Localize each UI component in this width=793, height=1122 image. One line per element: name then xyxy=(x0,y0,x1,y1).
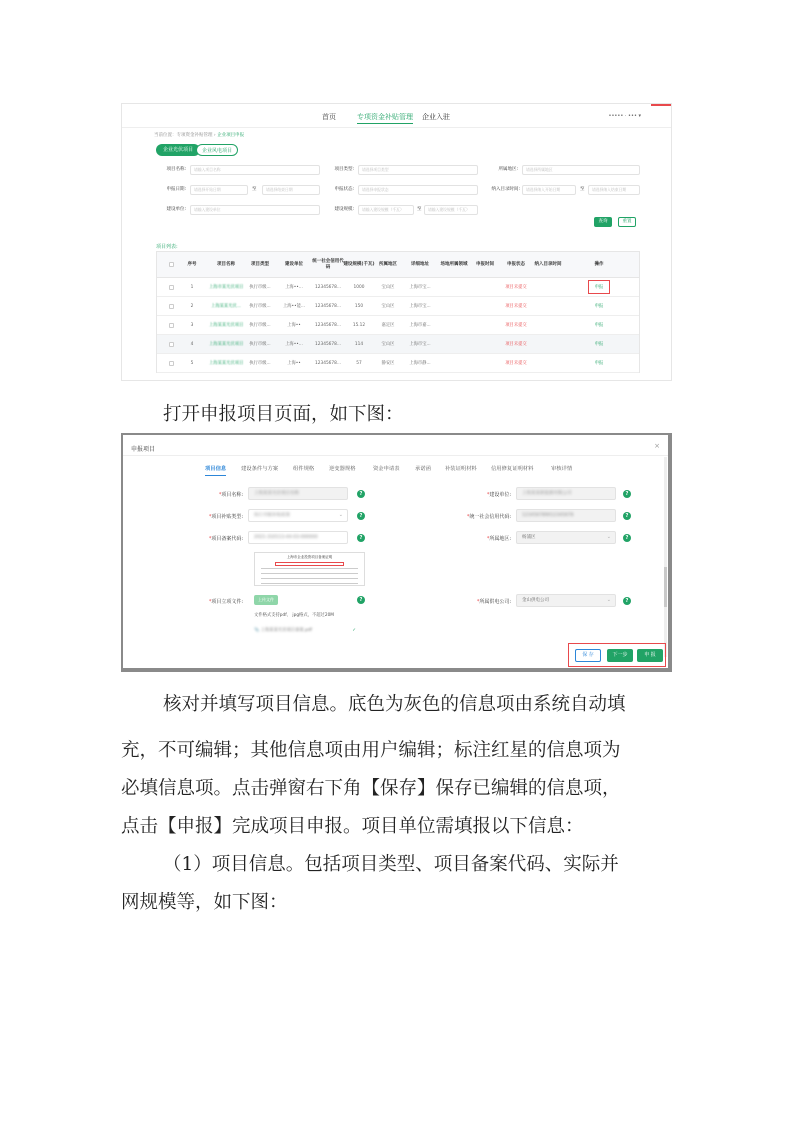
highlight-box xyxy=(588,280,610,294)
paragraph-project-info-line2: 网规模等，如下图： xyxy=(121,892,288,913)
scale-min-input[interactable]: 请输入建设规模（千瓦） xyxy=(358,205,414,215)
cell-credit-code: 12345678... xyxy=(315,342,341,347)
cell-unit: 上海••... xyxy=(285,285,303,290)
breadcrumb-prefix: 当前位置：专项资金补贴管理 › xyxy=(154,133,216,138)
cell-status: 项目未提交 xyxy=(505,361,527,366)
filter-label-project-name: 项目名称: xyxy=(166,167,186,172)
paragraph-project-info-line1: （1）项目信息。包括项目类型、项目备案代码、实际并 xyxy=(163,854,619,875)
file-format-hint: 文件格式支持pdf、 jpg格式，不超过20M xyxy=(254,613,335,618)
col-operation: 操作 xyxy=(594,262,604,267)
table-row xyxy=(157,316,639,335)
filing-code-field[interactable]: 2021-310113-44-03-000000 xyxy=(248,531,348,544)
label-subsidy-type: *项目补贴类型: xyxy=(208,514,243,520)
apply-dialog xyxy=(123,435,668,668)
top-navigation xyxy=(122,104,671,128)
col-site-domain: 场地所属领域 xyxy=(440,262,468,267)
project-list-title: 项目列表: xyxy=(156,244,178,250)
cell-credit-code: 12345678... xyxy=(315,323,341,328)
scale-max-input[interactable]: 请输入建设规模（千瓦） xyxy=(424,205,478,215)
tab-review-details[interactable]: 审核详情 xyxy=(551,466,573,472)
nav-enterprise[interactable]: 企业入驻 xyxy=(422,113,450,121)
query-button[interactable]: 查询 xyxy=(594,217,612,227)
cell-type: 执行市级... xyxy=(249,304,271,309)
cell-region: 宝山区 xyxy=(381,304,395,309)
cell-credit-code: 12345678... xyxy=(315,304,341,309)
cell-unit: 上海•• xyxy=(287,323,301,328)
cell-address: 上海市宝... xyxy=(409,342,431,347)
filter-label-unit: 建设单位: xyxy=(166,207,186,212)
tab-inverter-spec[interactable]: 逆变器规格 xyxy=(329,466,356,472)
cell-region: 宝山区 xyxy=(381,285,395,290)
tab-module-spec[interactable]: 组件规格 xyxy=(293,466,315,472)
apply-dialog-screenshot xyxy=(121,433,672,672)
col-catalog-time: 纳入目录时间 xyxy=(534,262,562,267)
chevron-down-icon: ⌄ xyxy=(606,534,611,540)
cell-name: 上海市某光伏项目 xyxy=(209,285,243,290)
dialog-title: 申报项目 xyxy=(131,446,156,453)
submit-apply-button[interactable]: 申 报 xyxy=(637,649,663,662)
power-company-select[interactable]: 金山供电公司 ⌄ xyxy=(516,594,616,607)
cell-scale: 1000 xyxy=(353,285,365,290)
tab-project-info[interactable]: 项目信息 xyxy=(205,464,226,476)
row-checkbox[interactable] xyxy=(169,361,174,366)
scrollbar-thumb[interactable] xyxy=(664,567,667,607)
user-menu[interactable]: ••••• · ••• ▾ xyxy=(608,113,641,119)
select-all-checkbox[interactable] xyxy=(169,262,174,267)
filter-label-apply-date: 申报日期: xyxy=(166,187,186,192)
cell-no: 3 xyxy=(190,323,194,328)
col-scale: 建设规模(千瓦) xyxy=(343,262,375,267)
check-icon: ✓ xyxy=(352,628,356,633)
project-table xyxy=(156,251,640,373)
cell-address: 上海市宝... xyxy=(409,285,431,290)
doc-highlight xyxy=(275,562,344,566)
apply-status-select[interactable]: 请选择申报状态 xyxy=(358,185,478,195)
tab-build-conditions[interactable]: 建设条件与方案 xyxy=(241,466,279,472)
row-checkbox[interactable] xyxy=(169,285,174,290)
project-type-select[interactable]: 请选择项目类型 xyxy=(358,165,478,175)
apply-link[interactable]: 申报 xyxy=(594,323,604,328)
cell-address: 上海市宝... xyxy=(409,304,431,309)
tab-supplementary-proof[interactable]: 补装证明材料 xyxy=(445,466,477,472)
cell-no: 5 xyxy=(190,361,194,366)
help-icon[interactable]: ? xyxy=(357,490,365,498)
row-checkbox[interactable] xyxy=(169,304,174,309)
help-icon[interactable]: ? xyxy=(623,597,631,605)
credit-code-field: 123456789012345678 xyxy=(516,509,616,522)
nav-subsidy-management[interactable]: 专项资金补贴管理 xyxy=(357,112,413,124)
tab-wind-projects[interactable]: 企业风电项目 xyxy=(196,144,238,156)
cell-credit-code: 12345678... xyxy=(315,361,341,366)
apply-link[interactable]: 申报 xyxy=(594,304,604,309)
construction-unit-field: 上海某某新能源有限公司 xyxy=(516,487,616,500)
filter-label-apply-status: 申报状态: xyxy=(334,187,354,192)
cell-no: 1 xyxy=(190,285,194,290)
cell-unit: 上海••... xyxy=(285,342,303,347)
label-credit-code: *统一社会信用代码: xyxy=(466,514,511,520)
cell-scale: 114 xyxy=(354,342,364,347)
label-region: *所属地区: xyxy=(486,536,511,542)
cell-region: 宝山区 xyxy=(381,342,395,347)
chevron-down-icon: ⌄ xyxy=(606,597,611,603)
col-unit: 建设单位 xyxy=(285,262,303,267)
cell-address: 上海市静... xyxy=(409,361,431,366)
cell-unit: 上海••能... xyxy=(282,304,306,309)
cell-scale: 57 xyxy=(356,361,362,366)
col-apply-status: 申报状态 xyxy=(507,262,525,267)
subsidy-type-select[interactable]: 执行市级补贴政策 ⌄ xyxy=(248,509,348,522)
paragraph-verify-line3: 必填信息项。点击弹窗右下角【保存】保存已编辑的信息项， xyxy=(121,778,621,799)
label-project-name: *项目名称: xyxy=(218,492,243,498)
row-checkbox[interactable] xyxy=(169,342,174,347)
breadcrumb-current[interactable]: 企业项目申报 xyxy=(217,133,245,138)
paragraph-verify-line4: 点击【申报】完成项目申报。项目单位需填报以下信息： xyxy=(121,816,584,837)
label-power-company: *所属供电公司: xyxy=(476,599,511,605)
top-accent-bar xyxy=(651,104,671,106)
apply-link[interactable]: 申报 xyxy=(594,361,604,366)
cell-region: 静安区 xyxy=(381,361,395,366)
cell-status: 项目未提交 xyxy=(505,304,527,309)
cell-status: 项目未提交 xyxy=(505,285,527,290)
cell-type: 执行市级... xyxy=(249,285,271,290)
cell-region: 嘉定区 xyxy=(381,323,395,328)
label-approval-file: *项目立项文件: xyxy=(208,599,243,605)
table-row xyxy=(157,354,639,373)
help-icon[interactable]: ? xyxy=(623,534,631,542)
cell-name: 上海某某光伏... xyxy=(211,304,241,309)
col-name: 项目名称 xyxy=(217,262,235,267)
apply-date-end[interactable]: 请选择结束日期 xyxy=(262,185,320,195)
doc-title: 上海市企业投资项目备案证明 xyxy=(286,555,333,559)
cell-status: 项目未提交 xyxy=(505,342,527,347)
tab-pv-projects[interactable]: 企业光伏项目 xyxy=(156,144,200,156)
breadcrumb xyxy=(154,132,244,138)
table-row xyxy=(157,335,639,354)
upload-button[interactable]: 上传文件 xyxy=(254,595,278,605)
tab-fund-application[interactable]: 资金申请表 xyxy=(373,466,400,472)
table-header xyxy=(157,252,639,278)
cell-credit-code: 12345678... xyxy=(315,285,341,290)
apply-link[interactable]: 申报 xyxy=(594,285,604,290)
cell-type: 执行市级... xyxy=(249,342,271,347)
reset-button[interactable]: 重置 xyxy=(618,217,636,227)
unit-input[interactable]: 请输入建设单位 xyxy=(190,205,320,215)
apply-link[interactable]: 申报 xyxy=(594,342,604,347)
cell-scale: 150 xyxy=(354,304,364,309)
help-icon[interactable]: ? xyxy=(357,534,365,542)
next-step-button[interactable]: 下一步 xyxy=(607,649,633,662)
catalog-date-end[interactable]: 请选择纳入结束日期 xyxy=(588,185,640,195)
cell-scale: 15.12 xyxy=(352,323,366,328)
project-name-input[interactable]: 请输入项目名称 xyxy=(190,165,320,175)
paragraph-verify-line2: 充，不可编辑；其他信息项由用户编辑；标注红星的信息项为 xyxy=(121,740,621,761)
cell-no: 2 xyxy=(190,304,194,309)
tab-commitment[interactable]: 承诺函 xyxy=(415,466,431,472)
date-range-separator: 至 xyxy=(252,187,257,192)
filter-panel xyxy=(156,162,640,238)
scale-range-separator: 至 xyxy=(417,207,422,212)
filter-label-region: 所属地区: xyxy=(498,167,518,172)
filter-label-project-type: 项目类型: xyxy=(334,167,354,172)
help-icon[interactable]: ? xyxy=(623,490,631,498)
project-list-screenshot xyxy=(121,103,672,381)
file-name: 📎 上海某某光伏项目备案.pdf xyxy=(254,628,313,633)
region-select[interactable]: 请选择所属地区 xyxy=(522,165,640,175)
catalog-range-separator: 至 xyxy=(580,187,585,192)
row-checkbox[interactable] xyxy=(169,323,174,328)
apply-date-start[interactable]: 请选择开始日期 xyxy=(190,185,248,195)
col-apply-time: 申报时间 xyxy=(476,262,494,267)
close-icon[interactable]: × xyxy=(654,442,660,450)
label-filing-code: *项目备案代码: xyxy=(208,536,243,542)
tab-credit-repair-proof[interactable]: 信用修复证明材料 xyxy=(491,466,534,472)
cell-type: 执行市级... xyxy=(249,361,271,366)
help-icon[interactable]: ? xyxy=(357,596,365,604)
col-region: 所属地区 xyxy=(379,262,397,267)
dialog-scrollbar[interactable] xyxy=(664,457,667,657)
table-row xyxy=(157,278,639,297)
save-button[interactable]: 保 存 xyxy=(575,649,601,662)
help-icon[interactable]: ? xyxy=(623,512,631,520)
uploaded-file[interactable] xyxy=(254,626,356,636)
nav-home[interactable]: 首页 xyxy=(322,113,336,121)
cell-name: 上海某某光伏项目 xyxy=(209,323,243,328)
dialog-divider xyxy=(123,455,668,456)
approval-document-preview[interactable] xyxy=(254,552,365,586)
cell-no: 4 xyxy=(190,342,194,347)
table-row xyxy=(157,297,639,316)
cell-unit: 上海•• xyxy=(287,361,301,366)
filter-label-scale: 建设规模: xyxy=(334,207,354,212)
cell-type: 执行市级... xyxy=(249,323,271,328)
paragraph-open-page: 打开申报项目页面，如下图： xyxy=(163,404,404,425)
chevron-down-icon: ⌄ xyxy=(338,512,343,518)
col-credit-code: 统一社会信用代码 xyxy=(312,259,344,270)
cell-name: 上海某某光伏项目 xyxy=(209,342,243,347)
paragraph-verify-line1: 核对并填写项目信息。底色为灰色的信息项由系统自动填 xyxy=(163,694,626,715)
cell-name: 上海某某光伏项目 xyxy=(209,361,243,366)
label-construction-unit: *建设单位: xyxy=(486,492,511,498)
cell-status: 项目未提交 xyxy=(505,323,527,328)
catalog-date-start[interactable]: 请选择纳入开始日期 xyxy=(522,185,576,195)
col-type: 项目类型 xyxy=(251,262,269,267)
cell-address: 上海市嘉... xyxy=(409,323,431,328)
help-icon[interactable]: ? xyxy=(357,512,365,520)
col-no: 序号 xyxy=(187,262,197,267)
filter-label-catalog-time: 纳入目录时间: xyxy=(491,187,520,192)
col-address: 详细地址 xyxy=(411,262,429,267)
region-select[interactable]: 杨浦区 ⌄ xyxy=(516,531,616,544)
project-name-field: 上海某某光伏项目名称 xyxy=(248,487,348,500)
